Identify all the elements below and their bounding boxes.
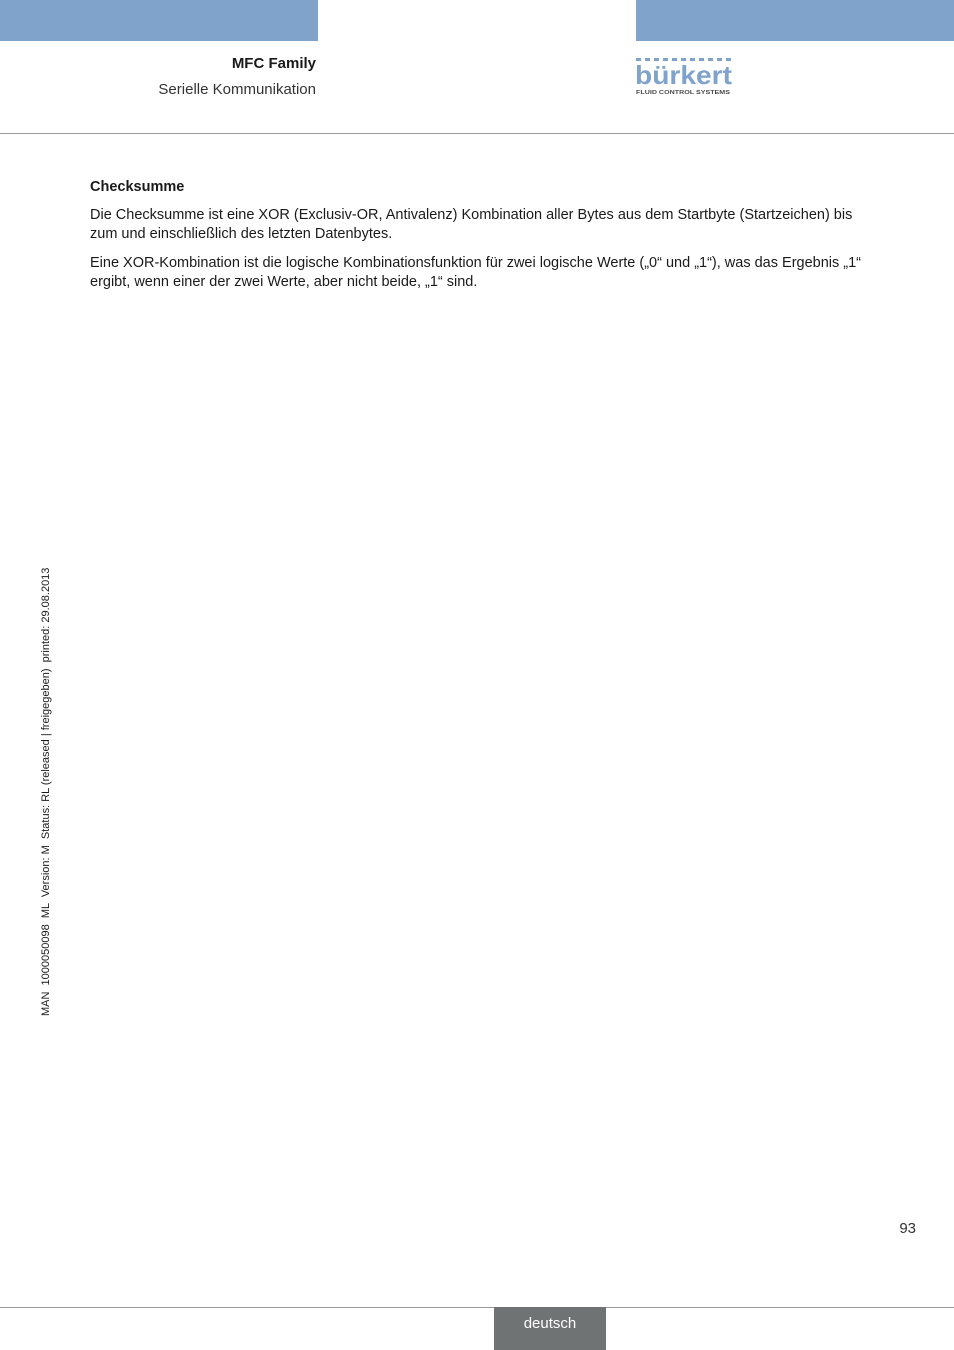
document-subtitle: Serielle Kommunikation [158, 81, 316, 98]
header-divider [0, 133, 954, 134]
page-number: 93 [899, 1220, 916, 1237]
logo-tagline: FLUID CONTROL SYSTEMS [636, 90, 731, 96]
section-heading: Checksumme [90, 179, 185, 195]
header-bar-left [0, 0, 318, 41]
logo-wordmark: bürkert [635, 60, 733, 90]
paragraph-xor-explanation: Eine XOR-Kombination ist die logische Kombinationsfunktion für zwei logische Werte („0“ und „1“), was das Ergebnis „1“ ergibt, wenn einer der zwei Werte, aber nicht beide, „1“ sind. [90, 254, 861, 290]
header-bar-right [636, 0, 954, 41]
main-content [90, 178, 870, 302]
footer-divider [0, 1307, 954, 1308]
paragraph-checksum-definition: Die Checksumme ist eine XOR (Exclusiv-OR, Antivalenz) Kombination aller Bytes aus dem Startbyte (Startzeichen) bis zum und einschließlich des letzten Datenbytes. [90, 206, 853, 242]
language-tab: deutsch [494, 1307, 606, 1350]
document-title: MFC Family [231, 55, 316, 72]
document-side-info: MAN 1000050098 ML Version: M Status: RL (released | freigegeben) printed: 29.08.2013 [40, 567, 52, 1016]
burkert-logo [635, 58, 735, 98]
